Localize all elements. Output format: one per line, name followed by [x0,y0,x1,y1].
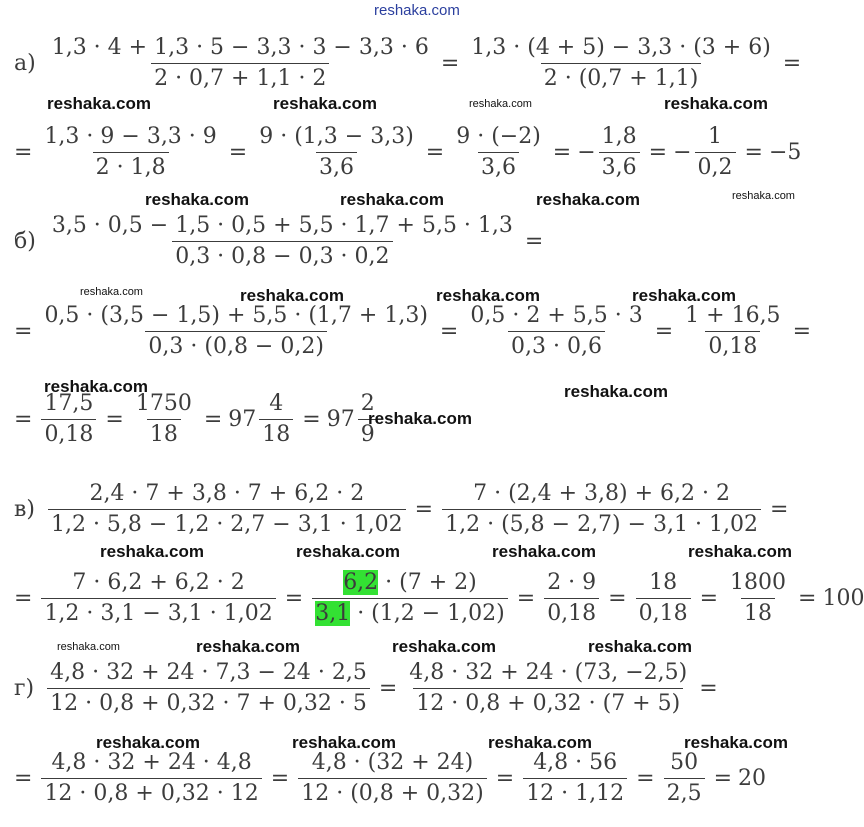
fraction: $\frac{2 \cdot 9}{0,18}$ [544,571,599,626]
watermark: reshaka.com [273,94,377,113]
header-watermark: reshaka.com [374,2,460,19]
watermark: reshaka.com [296,542,400,561]
fraction: $\frac{2}{9}$ [358,392,378,447]
fraction: $\frac{1800}{18}$ [730,570,787,626]
label-g: г) [14,676,35,701]
solution-g-line-2: = $\frac{4,8 \cdot 32 + 24 \cdot 4,8}{12 \cdot 0,8 + 0,32 \cdot 12}$ = $\frac{4,8 \cdot (32 + 24)}{12 \cdot (0,8 + 0,32)}$ = $\frac{4,8 \cdot 56}{12 \cdot 1,12}$ = $\frac{50}{2,5}$ = 20 [14,750,767,806]
fraction: $\frac{3,5 \cdot 0,5 - 1,5 \cdot 0,5 + 5,5 \cdot 1,7 + 5,5 \cdot 1,3}{0,3 \cdot 0,8 - 0,3 \cdot 0,2}$ [51,213,513,269]
solution-g-line-1: г) $\frac{4,8 \cdot 32 + 24 \cdot 7,3 - 24 \cdot 2,5}{12 \cdot 0,8 + 0,32 \cdot 7 + 0,32 \cdot 5}$ = $\frac{4,8 \cdot 32 + 24 \cdot (73, -2,5)}{12 \cdot 0,8 + 0,32 \cdot (7 + 5)}$ = [14,660,718,716]
fraction: $\frac{1,3 \cdot 9 - 3,3 \cdot 9}{2 \cdot 1,8}$ [44,124,217,180]
solution-b-line-2: = $\frac{0,5 \cdot (3,5 - 1,5) + 5,5 \cdot (1,7 + 1,3)}{0,3 \cdot (0,8 - 0,2)}$ = $\frac{0,5 \cdot 2 + 5,5 \cdot 3}{0,3 \cdot 0,6}$ = $\frac{1 + 16,5}{0,18}$ = [14,303,811,359]
highlight-6-2: 6,2 [343,570,379,595]
watermark: reshaka.com [436,286,540,305]
fraction: $\frac{4,8 \cdot 56}{12 \cdot 1,12}$ [523,751,627,806]
result-g: 20 [738,766,767,791]
fraction: $\frac{1 + 16,5}{0,18}$ [685,303,781,359]
fraction: $\frac{4,8 \cdot (32 + 24)}{12 \cdot (0,8 + 0,32)}$ [298,751,487,806]
watermark: reshaka.com [47,94,151,113]
fraction: $\frac{4,8 \cdot 32 + 24 \cdot (73, -2,5)}{12 \cdot 0,8 + 0,32 \cdot (7 + 5)}$ [409,660,688,716]
solution-v-line-2: = $\frac{7 \cdot 6,2 + 6,2 \cdot 2}{1,2 \cdot 3,1 - 3,1 \cdot 1,02}$ = $\frac{6,2 \cdot (7 + 2)}{3,1 \cdot (1,2 - 1,02)}$ = $\frac{2 \cdot 9}{0,18}$ = $\frac{18}{0,18}$ = $\frac{1800}{18}$ = 100 [14,570,864,626]
watermark: reshaka.com [100,542,204,561]
fraction: $\frac{1750}{18}$ [135,391,192,447]
solution-v-line-1: в) $\frac{2,4 \cdot 7 + 3,8 \cdot 7 + 6,2 \cdot 2}{1,2 \cdot 5,8 - 1,2 \cdot 2,7 - 3,1 \cdot 1,02}$ = $\frac{7 \cdot (2,4 + 3,8) + 6,2 \cdot 2}{1,2 \cdot (5,8 - 2,7) - 3,1 \cdot 1,02}$ = [14,481,789,537]
watermark: reshaka.com [588,637,692,656]
watermark: reshaka.com [664,94,768,113]
fraction: $\frac{1,3 \cdot (4 + 5) - 3,3 \cdot (3 + 6)}{2 \cdot (0,7 + 1,1)}$ [471,35,771,91]
watermark: reshaka.com [240,286,344,305]
fraction: $\frac{4,8 \cdot 32 + 24 \cdot 4,8}{12 \cdot 0,8 + 0,32 \cdot 12}$ [41,751,261,806]
fraction: $\frac{4,8 \cdot 32 + 24 \cdot 7,3 - 24 \cdot 2,5}{12 \cdot 0,8 + 0,32 \cdot 7 + 0,32 \cdot 5}$ [47,661,370,716]
fraction: $\frac{1,8}{3,6}$ [599,125,640,180]
watermark: reshaka.com [368,409,472,428]
label-v: в) [14,497,35,522]
fraction: $\frac{4}{18}$ [259,392,293,447]
fraction: $\frac{7 \cdot 6,2 + 6,2 \cdot 2}{1,2 \cdot 3,1 - 3,1 \cdot 1,02}$ [41,571,275,626]
solution-a-line-2: = $\frac{1,3 \cdot 9 - 3,3 \cdot 9}{2 \cdot 1,8}$ = $\frac{9 \cdot (1,3 - 3,3)}{3,6}$ = $\frac{9 \cdot (-2)}{3,6}$ = − $\frac{1,8}{3,6}$ = − $\frac{1}{0,2}$ = −5 [14,124,802,180]
result-v: 100 [822,586,864,611]
watermark: reshaka.com [57,641,120,653]
fraction: $\frac{1,3 \cdot 4 + 1,3 \cdot 5 - 3,3 \cdot 3 - 3,3 \cdot 6}{2 \cdot 0,7 + 1,1 \cdot 2}$ [51,35,429,91]
watermark: reshaka.com [340,190,444,209]
watermark: reshaka.com [196,637,300,656]
watermark: reshaka.com [96,733,200,752]
fraction: $\frac{7 \cdot (2,4 + 3,8) + 6,2 \cdot 2}{1,2 \cdot (5,8 - 2,7) - 3,1 \cdot 1,02}$ [442,482,761,537]
fraction: $\frac{1}{0,2}$ [695,125,736,180]
watermark: reshaka.com [632,286,736,305]
result-a: −5 [768,140,802,165]
highlight-3-1: 3,1 [315,601,351,626]
fraction: $\frac{17,5}{0,18}$ [41,392,96,447]
solution-a-line-1: а) $\frac{1,3 \cdot 4 + 1,3 \cdot 5 - 3,3 \cdot 3 - 3,3 \cdot 6}{2 \cdot 0,7 + 1,1 \cdot 2}$ = $\frac{1,3 \cdot (4 + 5) - 3,3 \cdot (3 + 6)}{2 \cdot (0,7 + 1,1)}$ = [14,35,802,91]
solution-b-line-3: = $\frac{17,5}{0,18}$ = $\frac{1750}{18}$ = 97 $\frac{4}{18}$ = 97 $\frac{2}{9}$ [14,392,381,447]
watermark: reshaka.com [536,190,640,209]
watermark: reshaka.com [732,190,795,202]
fraction: $\frac{50}{2,5}$ [664,751,705,806]
watermark: reshaka.com [469,98,532,110]
fraction: $\frac{9 \cdot (1,3 - 3,3)}{3,6}$ [259,124,414,180]
fraction-highlighted: $\frac{6,2 \cdot (7 + 2)}{3,1 \cdot (1,2 - 1,02)}$ [312,571,508,626]
fraction: $\frac{0,5 \cdot (3,5 - 1,5) + 5,5 \cdot (1,7 + 1,3)}{0,3 \cdot (0,8 - 0,2)}$ [44,303,428,359]
watermark: reshaka.com [292,733,396,752]
watermark: reshaka.com [80,286,143,298]
fraction: $\frac{2,4 \cdot 7 + 3,8 \cdot 7 + 6,2 \cdot 2}{1,2 \cdot 5,8 - 1,2 \cdot 2,7 - 3,1 \cdot 1,02}$ [48,482,406,537]
watermark: reshaka.com [688,542,792,561]
fraction: $\frac{9 \cdot (-2)}{3,6}$ [456,124,541,180]
watermark: reshaka.com [145,190,249,209]
watermark: reshaka.com [564,382,668,401]
watermark: reshaka.com [44,377,148,396]
label-a: а) [14,51,36,76]
fraction: $\frac{0,5 \cdot 2 + 5,5 \cdot 3}{0,3 \cdot 0,6}$ [470,303,643,359]
solution-b-line-1: б) $\frac{3,5 \cdot 0,5 - 1,5 \cdot 0,5 + 5,5 \cdot 1,7 + 5,5 \cdot 1,3}{0,3 \cdot 0,8 - 0,3 \cdot 0,2}$ = [14,213,544,269]
watermark: reshaka.com [492,542,596,561]
watermark: reshaka.com [392,637,496,656]
watermark: reshaka.com [488,733,592,752]
label-b: б) [14,229,36,254]
fraction: $\frac{18}{0,18}$ [636,571,691,626]
watermark: reshaka.com [684,733,788,752]
